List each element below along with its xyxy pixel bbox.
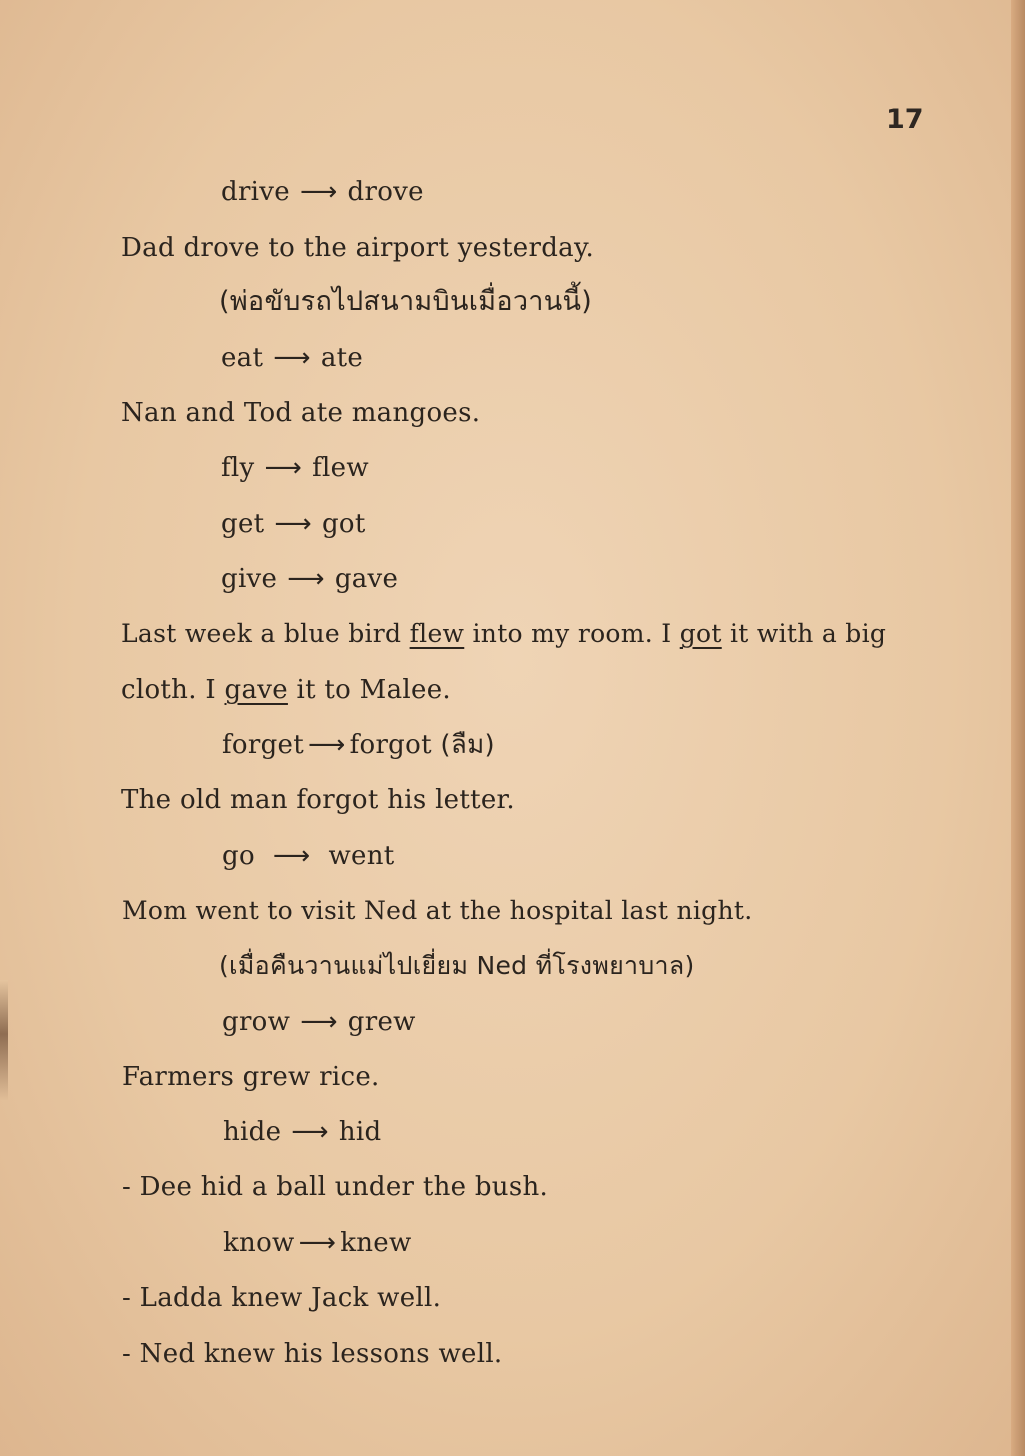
base-verb: drive bbox=[221, 177, 290, 207]
base-verb: get bbox=[221, 509, 265, 539]
example-sentence: Mom went to visit Ned at the hospital last night. bbox=[122, 896, 753, 925]
arrow-icon: ⟶ bbox=[287, 564, 325, 594]
base-verb: hide bbox=[223, 1117, 282, 1147]
arrow-icon: ⟶ bbox=[298, 1228, 337, 1258]
sentence-part: it with a big bbox=[721, 619, 887, 648]
sentence-part: Last week a blue bird bbox=[121, 619, 410, 648]
past-verb: went bbox=[328, 841, 395, 871]
example-sentence: - Ned knew his lessons well. bbox=[122, 1339, 503, 1369]
past-verb: flew bbox=[312, 453, 369, 483]
thai-translation: (พ่อขับรถไปสนามบินเมื่อวานนี้) bbox=[219, 286, 593, 317]
verb-pair-hide bbox=[223, 1116, 381, 1148]
page-edge-shadow bbox=[1011, 0, 1025, 1456]
binding-mark bbox=[0, 980, 8, 1100]
past-verb: drove bbox=[347, 177, 424, 207]
base-verb: grow bbox=[222, 1007, 291, 1037]
verb-pair-drive bbox=[221, 176, 424, 208]
example-sentence: Farmers grew rice. bbox=[122, 1062, 380, 1092]
base-verb: eat bbox=[221, 343, 264, 373]
past-verb: forgot bbox=[349, 730, 432, 760]
arrow-icon: ⟶ bbox=[291, 1117, 329, 1147]
example-sentence: The old man forgot his letter. bbox=[121, 785, 515, 815]
past-verb: grew bbox=[347, 1007, 416, 1037]
verb-pair-get bbox=[221, 508, 366, 540]
past-verb: ate bbox=[320, 343, 364, 373]
verb-pair-know bbox=[223, 1227, 412, 1259]
underlined-word: flew bbox=[409, 619, 465, 648]
page-number: 17 bbox=[886, 104, 924, 135]
example-sentence bbox=[121, 674, 451, 706]
verb-pair-give bbox=[221, 563, 398, 595]
base-verb: forget bbox=[222, 730, 304, 760]
arrow-icon: ⟶ bbox=[272, 841, 311, 871]
verb-pair-eat bbox=[221, 342, 363, 374]
past-verb: hid bbox=[338, 1117, 382, 1147]
thai-translation: (เมื่อคืนวานแม่ไปเยี่ยม Ned ที่โรงพยาบาล) bbox=[219, 951, 695, 980]
thai-translation: (ลืม) bbox=[440, 730, 495, 760]
example-sentence: - Dee hid a ball under the bush. bbox=[122, 1172, 549, 1202]
underlined-word: got bbox=[679, 619, 722, 648]
arrow-icon: ⟶ bbox=[300, 1007, 338, 1037]
sentence-part: cloth. I bbox=[121, 675, 225, 705]
example-sentence bbox=[121, 618, 886, 650]
base-verb: give bbox=[221, 564, 278, 594]
arrow-icon: ⟶ bbox=[264, 453, 303, 483]
sentence-part: into my room. I bbox=[464, 619, 680, 648]
verb-pair-grow bbox=[222, 1006, 416, 1038]
example-sentence: Dad drove to the airport yesterday. bbox=[121, 233, 595, 263]
arrow-icon: ⟶ bbox=[307, 730, 346, 760]
verb-pair-fly bbox=[221, 452, 369, 484]
past-verb: got bbox=[321, 509, 366, 539]
past-verb: gave bbox=[334, 564, 399, 594]
base-verb: go bbox=[222, 841, 255, 871]
base-verb: fly bbox=[221, 453, 255, 483]
arrow-icon: ⟶ bbox=[273, 343, 311, 373]
past-verb: knew bbox=[340, 1228, 412, 1258]
sentence-part: it to Malee. bbox=[287, 675, 451, 705]
example-sentence: - Ladda knew Jack well. bbox=[122, 1283, 442, 1313]
verb-pair-go bbox=[222, 840, 395, 872]
arrow-icon: ⟶ bbox=[299, 177, 338, 207]
verb-pair-forget bbox=[222, 729, 495, 761]
arrow-icon: ⟶ bbox=[274, 509, 312, 539]
underlined-word: gave bbox=[224, 675, 288, 705]
example-sentence: Nan and Tod ate mangoes. bbox=[121, 398, 481, 428]
base-verb: know bbox=[223, 1228, 295, 1258]
